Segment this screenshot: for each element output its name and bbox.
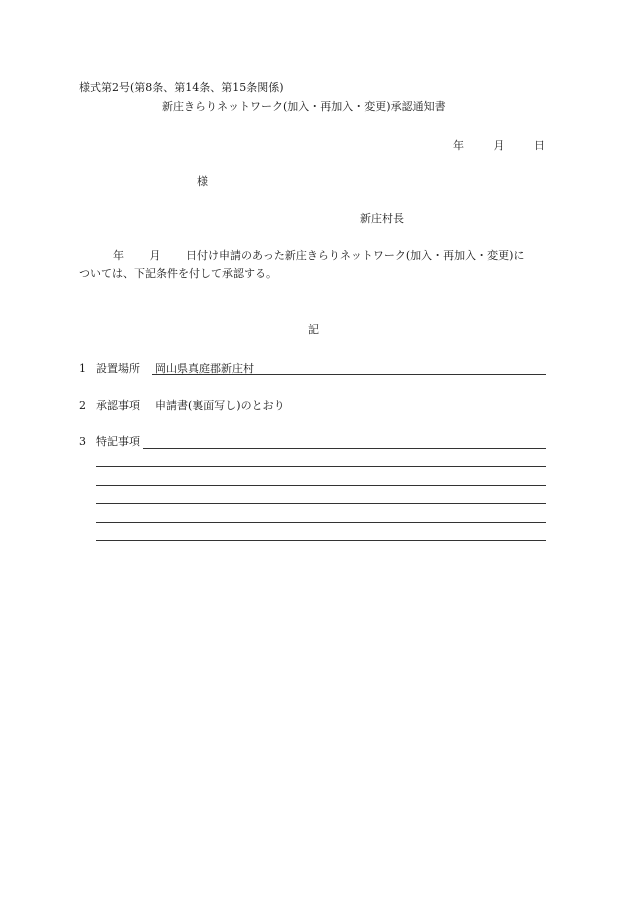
ki-heading: 記 (308, 323, 319, 336)
date-day: 日 (534, 139, 545, 152)
date-line (453, 139, 545, 153)
recipient-suffix: 様 (197, 175, 208, 188)
item-3-number: 3 (79, 435, 86, 448)
item-2-label: 承認事項 (96, 399, 140, 412)
form-number: 様式第2号(第8条、第14条、第15条関係) (79, 81, 284, 94)
body-month: 月 (149, 249, 161, 262)
body-text-1: 日付け申請のあった新庄きらりネットワーク(加入・再加入・変更)に (186, 249, 525, 262)
special-notes-line (96, 485, 546, 486)
item-3-label: 特記事項 (96, 435, 140, 448)
sender-name: 新庄村長 (360, 212, 404, 225)
special-notes-line (96, 522, 546, 523)
item-1-value: 岡山県真庭郡新庄村 (155, 362, 254, 375)
date-month: 月 (493, 139, 505, 152)
item-1-underline (152, 374, 546, 375)
body-line-2: ついては、下記条件を付して承認する。 (79, 267, 277, 280)
document-title: 新庄きらりネットワーク(加入・再加入・変更)承認通知書 (162, 100, 446, 113)
special-notes-line (96, 466, 546, 467)
item-3-underline (143, 448, 546, 449)
special-notes-line (96, 540, 546, 541)
special-notes-line (96, 503, 546, 504)
item-2-value: 申請書(裏面写し)のとおり (155, 399, 285, 412)
body-year: 年 (113, 249, 124, 262)
body-line-1 (113, 249, 524, 263)
item-2-number: 2 (79, 399, 86, 412)
item-1-label: 設置場所 (96, 362, 140, 375)
date-year: 年 (453, 139, 464, 152)
item-1-number: 1 (79, 362, 86, 375)
